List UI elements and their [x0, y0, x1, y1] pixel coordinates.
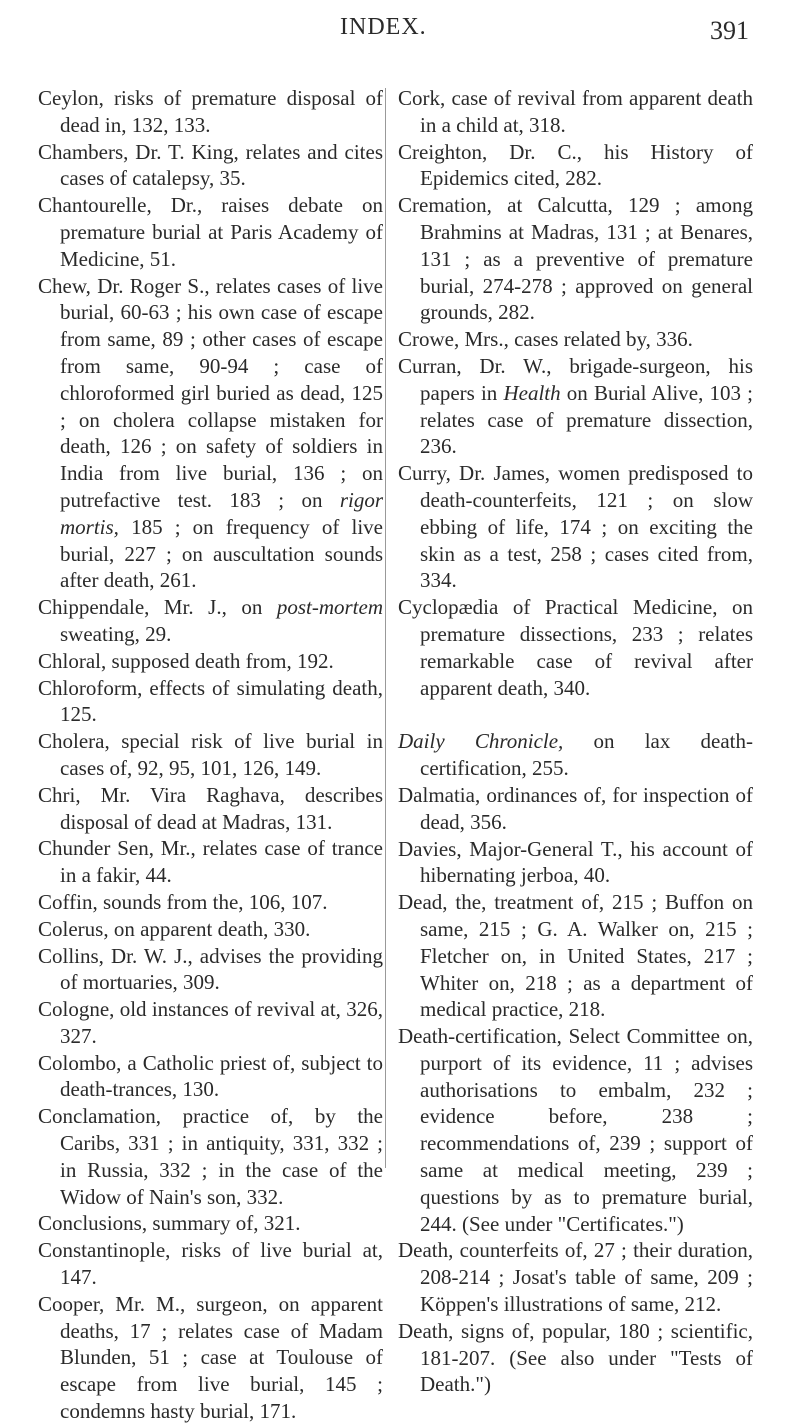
index-entry [398, 836, 753, 890]
entry-italic-text: Daily Chronicle, [398, 729, 564, 754]
index-entry [398, 1237, 753, 1317]
entry-text: Death-certification, Select Committee on, purport of its evidence, 11 ; advises authorisations to embalm, 232 ; evidence before, 238 ; recommendations of, 239 ; support of same at medical meeting, 239 ; questions by as to premature burial, 244. (See under "Certificates.") [398, 1024, 753, 1236]
index-entry [38, 889, 383, 916]
index-entry [38, 996, 383, 1050]
entry-text: Cork, case of revival from apparent death in a child at, 318. [398, 86, 753, 137]
page-number: 391 [710, 16, 749, 45]
entry-text: Curran, Dr. W., brigade-surgeon, his papers in [398, 353, 753, 405]
index-column-right [398, 85, 753, 1398]
entry-text: Cologne, old instances of revival at, 326, 327. [38, 997, 383, 1048]
entry-text: Creighton, Dr. C., his History of Epidemics cited, 282. [398, 139, 753, 191]
index-entry [38, 85, 383, 139]
page-title: INDEX. [340, 14, 427, 40]
entry-italic-text: post-mortem [276, 595, 383, 620]
entry-text: Chloroform, effects of simulating death, 125. [38, 675, 383, 727]
entry-text: Crowe, Mrs., cases related by, 336. [398, 327, 693, 352]
entry-text: Constantinople, risks of live burial at, 147. [38, 1238, 383, 1290]
entry-text: Colombo, a Catholic priest of, subject to death-trances, 130. [38, 1050, 383, 1102]
index-entry [38, 943, 383, 997]
entry-text: Cholera, special risk of live burial in cases of, 92, 95, 101, 126, 149. [38, 729, 383, 780]
entry-text: Conclamation, practice of, by the Caribs, 331 ; in antiquity, 331, 332 ; in Russia, 332 ; in the case of the Widow of Nain's son, 332. [38, 1104, 383, 1209]
index-entry [38, 1103, 383, 1210]
entry-text: Curry, Dr. James, women predisposed to death-counterfeits, 121 ; on slow ebbing of life, 174 ; on exciting the skin as a test, 258 ; cases cited from, 334. [398, 461, 753, 593]
entry-text: Chantourelle, Dr., raises debate on premature burial at Paris Academy of Medicine, 51. [38, 193, 383, 271]
entry-text: Dead, the, treatment of, 215 ; Buffon on same, 215 ; G. A. Walker on, 215 ; Fletcher on, in United States, 217 ; Whiter on, 218 ; as a department of medical practice, 218. [398, 890, 753, 1022]
index-entry [398, 889, 753, 1023]
index-entry [38, 728, 383, 782]
index-entry [38, 1050, 383, 1104]
entry-text: Coffin, sounds from the, 106, 107. [38, 889, 328, 914]
entry-text: Conclusions, summary of, 321. [38, 1211, 301, 1236]
entry-text: Chri, Mr. Vira Raghava, describes disposal of dead at Madras, 131. [38, 782, 383, 834]
index-entry [38, 835, 383, 889]
entry-text: Cyclopædia of Practical Medicine, on premature dissections, 233 ; relates remarkable case of revival after apparent death, 340. [398, 595, 753, 700]
index-entry [38, 1291, 383, 1425]
entry-text: Death, signs of, popular, 180 ; scientific, 181-207. (See also under "Tests of Death.") [398, 1318, 753, 1397]
page-header [0, 14, 801, 54]
index-entry [398, 1023, 753, 1237]
index-entry [398, 1318, 753, 1398]
index-entry [398, 728, 753, 782]
entry-text: Chippendale, Mr. J., on [38, 595, 277, 620]
index-entry [38, 594, 383, 648]
index-entry [38, 916, 383, 943]
entry-text: Chunder Sen, Mr., relates case of trance in a fakir, 44. [38, 836, 383, 888]
index-entry [38, 139, 383, 193]
index-entry [38, 1237, 383, 1291]
entry-text: Cremation, at Calcutta, 129 ; among Brahmins at Madras, 131 ; at Benares, 131 ; as a preventive of premature burial, 274-278 ; approved on general grounds, 282. [398, 193, 753, 325]
entry-text: Dalmatia, ordinances of, for inspection of dead, 356. [398, 782, 753, 834]
index-entry [398, 192, 753, 326]
index-entry [398, 326, 753, 353]
index-entry [38, 1210, 383, 1237]
entry-italic-text: rigor mortis, [60, 487, 383, 539]
entry-text-tail: on Burial Alive, 103 ; relates case of premature dissection, 236. [420, 380, 753, 459]
index-entry [38, 782, 383, 836]
entry-text-tail: on lax death-certification, 255. [420, 729, 753, 781]
entry-text-tail: sweating, 29. [60, 621, 172, 646]
index-entry [398, 139, 753, 193]
index-entry [398, 460, 753, 594]
entry-text: Davies, Major-General T., his account of hibernating jerboa, 40. [398, 836, 753, 888]
entry-text-tail: 185 ; on frequency of live burial, 227 ; on auscultation sounds after death, 261. [60, 514, 383, 593]
index-entry [398, 594, 753, 701]
column-divider [385, 88, 386, 1168]
entry-text: Ceylon, risks of premature disposal of dead in, 132, 133. [38, 86, 383, 137]
entry-text: Chew, Dr. Roger S., relates cases of live burial, 60-63 ; his own case of escape from same, 89 ; other cases of escape from same, 90-94 ; case of chloroformed girl buried as dead, 125 ; on cholera collapse mistaken for death, 126 ; on safety of soldiers in India from live burial, 136 ; on putrefactive test. 183 ; on [38, 273, 383, 512]
entry-text: Cooper, Mr. M., surgeon, on apparent deaths, 17 ; relates case of Madam Blunden, 51 ; case at Toulouse of escape from live burial, 145 ; condemns hasty burial, 171. [38, 1291, 383, 1424]
entry-text: Chambers, Dr. T. King, relates and cites cases of catalepsy, 35. [38, 139, 383, 191]
index-column-left [38, 85, 383, 1425]
index-entry [398, 353, 753, 460]
entry-text: Colerus, on apparent death, 330. [38, 916, 311, 941]
index-entry [398, 782, 753, 836]
index-entry [38, 648, 383, 675]
index-entry [398, 85, 753, 139]
index-entry [38, 273, 383, 595]
index-entry [38, 675, 383, 729]
entry-italic-text: Health [503, 380, 561, 405]
entry-text: Death, counterfeits of, 27 ; their duration, 208-214 ; Josat's table of same, 209 ; Köppen's illustrations of same, 212. [398, 1238, 753, 1317]
entry-text: Collins, Dr. W. J., advises the providing of mortuaries, 309. [38, 943, 383, 995]
entry-text: Chloral, supposed death from, 192. [38, 648, 334, 673]
index-entry [38, 192, 383, 272]
